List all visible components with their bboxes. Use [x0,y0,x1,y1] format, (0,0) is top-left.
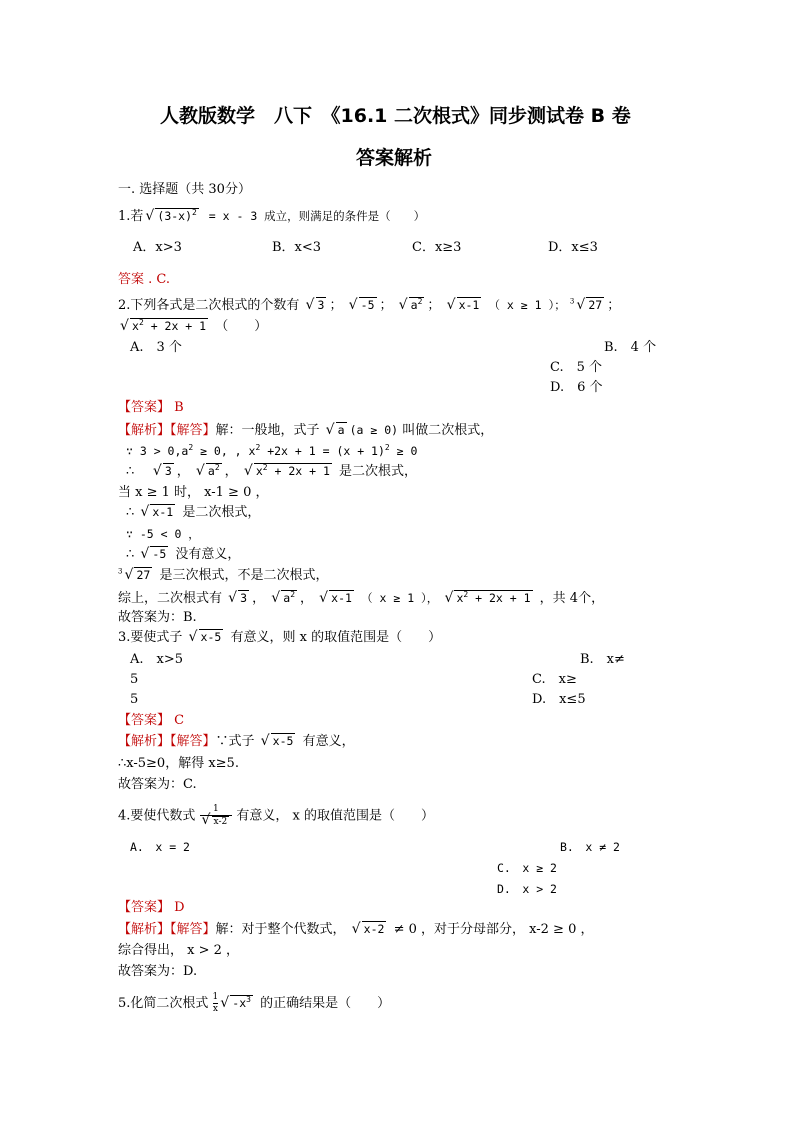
radical: √ 27 [577,296,604,316]
radical: √ -5 [350,296,377,316]
radical: √ $a^2$ [197,462,222,482]
q1-option-a: A．x>3 [133,240,182,255]
q3-explain-2: ∴x-5≥0，解得 x≥5. [118,756,239,771]
q2-explain-4: 当 x ≥ 1 时， x-1 ≥ 0 ， [118,485,269,500]
radical: √ x-1 [320,589,354,609]
q4-explain-2: 综合得出， x > 2 ， [118,943,240,958]
q2-explain-6: ∵ -5 < 0 ， [126,527,200,541]
radical: √ $x^2 + 2x + 1$ [121,317,208,337]
q2-explain-2: ∵ $3 > 0,a^2 \ge 0$, , $x^2 +2x + 1 = (x + 1)^2 \ge 0$ [126,443,418,458]
q4-option-d: D. x > 2 [497,882,557,896]
radical: √ $-x^3$ [221,992,253,1016]
q4-option-b: B. x ≠ 2 [560,840,620,854]
q2-option-b: B. 4 个 [604,340,657,355]
q3-explain-3: 故答案为：C. [118,777,197,792]
radical: √ $a^2$ [400,296,425,316]
q2-explain-1: 【解析】【解答】解：一般地，式子 √ a (a ≥ 0) 叫做二次根式， [118,420,493,441]
q2-explain-10: 故答案为：B. [118,610,197,625]
q4-explain-3: 故答案为：D. [118,964,198,979]
q3-explain-1: 【解析】【解答】∵式子 √ x-5 有意义， [118,732,355,752]
question-3: 3.要使式子 √ x-5 有意义，则 x 的取值范围是（ ） [118,628,441,648]
q2-prefix: 2.下列各式是二次根式的个数有 [118,298,300,313]
q4-explain-1: 【解析】【解答】解：对于整个代数式， √ x-2 ≠ 0 ，对于分母部分， x-2 ≥ 0 ， [118,920,593,940]
section-heading: 一. 选择题（共 30分） [118,182,251,197]
q3-option-c-cont: 5 [130,692,139,707]
radical: √ a [327,421,347,441]
radical: √ x-1 [141,503,175,523]
q2-explain-7: ∴ √ -5 没有意义， [126,545,240,565]
radical: √ x-1 [448,296,482,316]
radical: √ 3 [229,589,249,609]
fraction: $\frac{1}{x}$ [212,992,219,1014]
question-2-cont: √ $x^2 + 2x + 1$ （ ） [118,317,267,337]
radicand: $(3-x)^2$ [157,208,197,223]
question-4: 4.要使代数式 1 √ x-2 有意义， x 的取值范围是（ ） [118,804,434,829]
question-2: 2.下列各式是二次根式的个数有 √ 3 ； √ -5 ； √ $a^2$ ； √ x-1 （ x ≥ 1 ）； $^3$√ 27 ； [118,295,620,316]
q2-explain-9: 综上，二次根式有 √ 3 ， √ $a^2$ ， √ x-1 （ x ≥ 1 ）， √ $x^2 + 2x + 1$ ，共 4个， [118,588,604,609]
q2-option-d: D. 6 个 [550,380,603,395]
question-1 [118,206,425,227]
q2-explain-8: $^3$√ 27 是三次根式，不是二次根式， [118,566,328,586]
fraction: 1 √ x-2 [200,804,233,828]
radical: √ $x^2 + 2x + 1$ [245,462,332,482]
page-subtitle: 答案解析 [356,147,433,169]
radical: √ x-2 [353,920,387,940]
radical: √ $a^2$ [272,589,297,609]
q2-explain-3: ∴ √ 3 ， √ $a^2$ ， √ $x^2 + 2x + 1$ 是二次根式， [126,462,417,482]
radical: √ x-5 [262,732,296,752]
radical: √ x-5 [190,628,224,648]
q1-prefix: 1.若 [118,209,144,224]
q3-option-b: B. x≠ [580,652,625,667]
radical: √ -5 [141,545,168,565]
radical: √ 3 [154,462,174,482]
q1-rest: = x - 3 成立，则满足的条件是（ ） [201,209,426,223]
q4-answer: 【答案】 D [118,900,185,915]
q2-option-c: C. 5 个 [550,360,603,375]
q2-answer: 【答案】 B [118,400,184,415]
q4-option-a: A. x = 2 [130,840,190,854]
q3-option-a: A. x>5 [130,652,184,667]
question-5: 5.化简二次根式 $\frac{1}{x}√$ $-x^3$ 的正确结果是（ ） [118,992,390,1016]
q4-option-c: C. x ≥ 2 [497,861,557,875]
radical: √ 27 [125,566,152,586]
q1-option-b: B．x<3 [272,240,322,255]
radical [146,207,198,227]
q1-option-c: C．x≥3 [412,240,462,255]
q2-option-a: A. 3 个 [130,340,182,355]
q2-explain-5: ∴ √ x-1 是二次根式， [126,503,260,523]
radical: √ 3 [307,296,327,316]
q1-answer: 答案 . C. [118,272,171,287]
q3-option-c: C. x≥ [532,672,577,687]
q3-option-d: D. x≤5 [532,692,586,707]
radical: √ $x^2 + 2x + 1$ [445,589,532,609]
q1-option-d: D．x≤3 [548,240,598,255]
page-title: 人教版数学 八下 《16.1 二次根式》同步测试卷 B 卷 [160,105,631,127]
q3-option-b-cont: 5 [130,672,139,687]
q3-answer: 【答案】 C [118,713,185,728]
